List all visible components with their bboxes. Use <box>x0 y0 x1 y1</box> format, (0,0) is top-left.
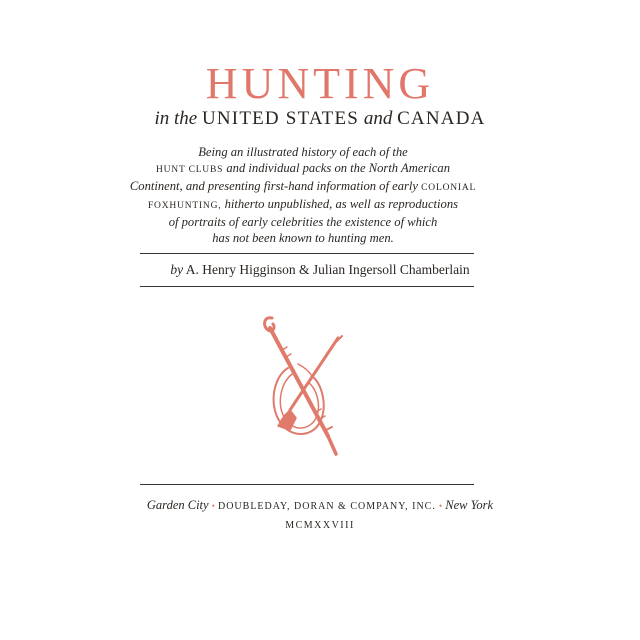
description-blurb <box>128 144 478 246</box>
blurb-line-4-text: hitherto unpublished, as well as reproductions <box>224 197 459 211</box>
blurb-line-3-text: Continent, and presenting first-hand information of early <box>129 179 419 193</box>
subtitle-canada: CANADA <box>397 108 486 129</box>
blurb-line-2-text: and individual packs on the North American <box>226 161 450 175</box>
byline-authors: A. Henry Higginson & Julian Ingersoll Chamberlain <box>185 262 470 277</box>
publication-year: MCMXXVIII <box>285 520 355 531</box>
blurb-line-5: of portraits of early celebrities the existence of which <box>168 215 438 229</box>
bottom-rule <box>140 484 474 485</box>
blurb-line-4 <box>128 196 478 214</box>
middle-rule <box>140 286 474 287</box>
subtitle-and: and <box>363 108 393 129</box>
imprint-city: Garden City <box>146 498 209 512</box>
subtitle-united-states: UNITED STATES <box>201 108 360 129</box>
imprint-place: New York <box>445 498 494 512</box>
blurb-foxhunting: FOXHUNTING, <box>147 201 222 211</box>
imprint-publisher: DOUBLEDAY, DORAN & COMPANY, INC. <box>217 501 436 512</box>
byline-by: by <box>170 262 184 277</box>
publisher-imprint <box>0 498 640 513</box>
blurb-line-1: Being an illustrated history of each of the <box>198 145 408 159</box>
imprint-separator-1: • <box>211 501 215 511</box>
book-subtitle <box>0 108 640 130</box>
subtitle-in-the: in the <box>154 108 198 129</box>
byline <box>0 262 640 278</box>
blurb-colonial: COLONIAL <box>421 183 477 193</box>
top-rule <box>140 253 474 254</box>
hunting-horn-and-whip-icon <box>250 308 370 458</box>
blurb-line-6: has not been known to hunting men. <box>212 231 394 245</box>
imprint-separator-2: • <box>438 501 443 511</box>
blurb-line-2 <box>128 160 478 178</box>
blurb-hunt-clubs: HUNT CLUBS <box>155 165 224 175</box>
book-title: HUNTING <box>205 59 435 108</box>
blurb-line-3 <box>128 178 478 196</box>
